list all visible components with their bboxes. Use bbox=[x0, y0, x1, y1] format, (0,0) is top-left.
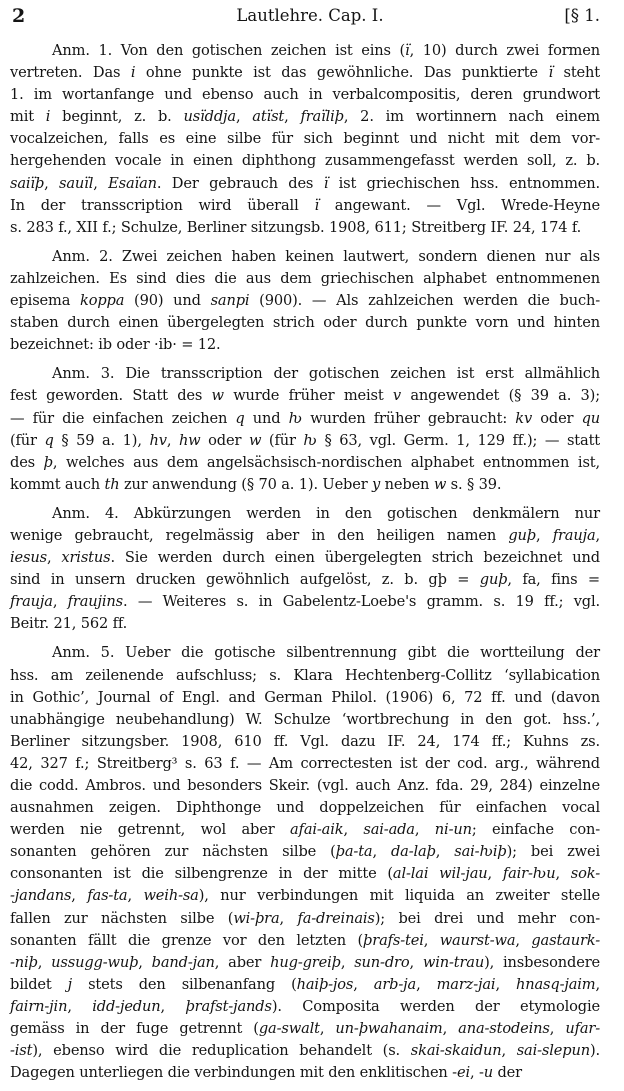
text-line bbox=[10, 819, 600, 841]
text-line bbox=[10, 547, 600, 569]
text-line bbox=[10, 908, 600, 930]
text-line bbox=[10, 334, 600, 356]
text-line bbox=[10, 996, 600, 1018]
text-run: , bbox=[138, 953, 152, 971]
text-line bbox=[10, 974, 600, 996]
italic-form: skai-skaidun bbox=[410, 1042, 502, 1060]
italic-form: ƕ bbox=[303, 431, 317, 449]
text-run: Anm. 1. Von den gotischen zeichen ist eins ( bbox=[52, 42, 406, 59]
text-line bbox=[10, 62, 600, 84]
text-run: ; einfache con- bbox=[471, 821, 600, 839]
text-run: s. § 39. bbox=[446, 475, 502, 493]
italic-form: sai-slepun bbox=[516, 1042, 590, 1060]
italic-form: da-laþ bbox=[390, 843, 436, 861]
text-run: wurden früher gebraucht: bbox=[302, 409, 516, 427]
text-line bbox=[10, 731, 600, 753]
text-run: Beitr. 21, 562 ff. bbox=[10, 615, 128, 633]
text-line bbox=[10, 385, 600, 407]
text-line bbox=[10, 885, 600, 907]
text-run: gemäss in der fuge getrennt ( bbox=[10, 1020, 259, 1038]
text-run: , aber bbox=[214, 953, 271, 971]
italic-form: sun-dro bbox=[354, 953, 410, 971]
italic-form: ana-stodeins bbox=[458, 1020, 550, 1038]
text-run: hss. am zeilenende aufschluss; s. Klara Hechtenberg-Collitz ‘syllabication bbox=[10, 666, 600, 684]
text-line bbox=[10, 150, 600, 172]
text-run: kommt auch bbox=[10, 475, 105, 493]
text-line bbox=[10, 312, 600, 334]
text-run: , bbox=[372, 843, 391, 861]
text-run: , bbox=[495, 975, 516, 993]
running-title: Lautlehre. Cap. I. bbox=[236, 6, 384, 25]
section-reference: [§ 1. bbox=[564, 6, 600, 25]
text-run: mit bbox=[10, 108, 46, 126]
text-line bbox=[10, 753, 600, 775]
text-run: angewendet (§ 39 a. 3); bbox=[401, 387, 600, 405]
text-run: , bbox=[93, 174, 109, 192]
italic-form: ï bbox=[314, 196, 319, 214]
text-line bbox=[10, 1018, 600, 1040]
text-run: ausnahmen zeigen. Diphthonge und doppelzeichen für einfachen vocal bbox=[10, 799, 600, 817]
italic-form: -jandans bbox=[10, 887, 72, 905]
text-run: hergehenden vocale in einen diphthong zusammengefasst werden soll, z. b. bbox=[10, 152, 600, 170]
italic-form: hug-greiþ bbox=[270, 953, 341, 971]
italic-form: w bbox=[433, 475, 447, 493]
text-run: , bbox=[160, 997, 186, 1015]
text-line bbox=[10, 430, 600, 452]
text-run: steht bbox=[552, 64, 600, 82]
italic-form: haiþ-jos bbox=[296, 975, 354, 993]
italic-form: ï bbox=[548, 64, 553, 82]
text-line bbox=[10, 1062, 600, 1084]
text-run: oder bbox=[532, 409, 582, 427]
italic-form: kv bbox=[515, 409, 533, 427]
text-run: , bbox=[442, 1020, 459, 1038]
text-line bbox=[10, 569, 600, 591]
text-line bbox=[10, 665, 600, 687]
text-line bbox=[10, 930, 600, 952]
text-run: ), nur verbindungen mit liquida an zweiter stelle bbox=[198, 887, 600, 905]
text-run: . — Weiteres s. in Gabelentz-Loebe's gramm. s. 19 ff.; vgl. bbox=[123, 593, 600, 611]
italic-form: guþ bbox=[508, 526, 536, 544]
italic-form: þrafst-jands bbox=[185, 997, 272, 1015]
text-run: , fa, fins = bbox=[507, 571, 600, 589]
italic-form: un-þwahanaim bbox=[335, 1020, 443, 1038]
text-run: , bbox=[555, 865, 571, 883]
italic-form: sok- bbox=[570, 865, 600, 883]
italic-form: -ist bbox=[10, 1042, 33, 1060]
text-line bbox=[10, 841, 600, 863]
text-run: neben bbox=[380, 475, 434, 493]
text-line bbox=[10, 525, 600, 547]
italic-form: þa-ta bbox=[335, 843, 373, 861]
text-run: 42, 327 f.; Streitberg³ s. 63 f. — Am correctesten ist der cod. arg., während bbox=[10, 754, 600, 772]
italic-form: ni-un bbox=[434, 821, 472, 839]
text-line bbox=[10, 591, 600, 613]
italic-form: ussugg-wuþ bbox=[51, 953, 139, 971]
italic-form: fa-dreinais bbox=[297, 909, 375, 927]
italic-form: ï bbox=[323, 174, 329, 192]
text-run: § 59 a. 1), bbox=[53, 431, 150, 449]
text-run: , bbox=[501, 1042, 517, 1060]
italic-form: w bbox=[248, 431, 262, 449]
text-line bbox=[10, 128, 600, 150]
text-run: , bbox=[166, 431, 179, 449]
text-run: consonanten ist die silbengrenze in der mitte ( bbox=[10, 865, 393, 883]
text-run: (für bbox=[261, 431, 304, 449]
text-run: 1. im wortanfange und ebenso auch in verbalcompositis, deren grundwort bbox=[10, 86, 600, 104]
text-run: wenige gebraucht, regelmässig aber in den heiligen namen bbox=[10, 526, 509, 544]
text-run: ). bbox=[589, 1042, 600, 1060]
italic-form: þ bbox=[43, 453, 53, 471]
text-line bbox=[10, 84, 600, 106]
text-line bbox=[10, 408, 600, 430]
text-run: zahlzeichen. Es sind dies die aus dem griechischen alphabet entnommenen bbox=[10, 269, 600, 287]
text-run: Anm. 4. Abkürzungen werden in den gotischen denkmälern nur bbox=[52, 504, 600, 522]
text-run: , bbox=[414, 821, 435, 839]
italic-form: koppa bbox=[80, 292, 125, 310]
italic-form: fas-ta bbox=[87, 887, 128, 905]
italic-form: gastaurk- bbox=[531, 931, 600, 949]
text-line bbox=[10, 363, 600, 385]
text-run: , bbox=[549, 1020, 566, 1038]
italic-form: waurst-wa bbox=[439, 931, 516, 949]
italic-form: wi-þra bbox=[233, 909, 280, 927]
italic-form: fairn-jin bbox=[10, 997, 68, 1015]
text-line bbox=[10, 246, 600, 268]
text-line bbox=[10, 613, 600, 635]
text-run: , 10) durch zwei formen bbox=[409, 42, 600, 59]
text-line bbox=[10, 1040, 600, 1062]
text-run: sonanten fällt die grenze vor den letzten ( bbox=[10, 931, 364, 949]
italic-form: idd-jedun bbox=[92, 997, 161, 1015]
text-line bbox=[10, 452, 600, 474]
italic-form: sai-ada bbox=[363, 821, 415, 839]
text-run: Dagegen unterliegen die verbindungen mit den enklitischen - bbox=[10, 1064, 457, 1082]
text-line bbox=[10, 952, 600, 974]
italic-form: hv bbox=[149, 431, 167, 449]
italic-form: sauïl bbox=[59, 174, 94, 192]
text-run: (900). — Als zahlzeichen werden die buch- bbox=[249, 292, 601, 310]
italic-form: ï bbox=[405, 42, 410, 59]
italic-form: ei bbox=[456, 1064, 470, 1082]
text-run: und bbox=[244, 409, 289, 427]
italic-form: j bbox=[67, 975, 73, 993]
text-run: ohne punkte ist das gewöhnliche. Das punktierte bbox=[135, 64, 549, 82]
text-run: oder bbox=[200, 431, 249, 449]
italic-form: weih-sa bbox=[143, 887, 199, 905]
text-line bbox=[10, 797, 600, 819]
text-run: ), insbesondere bbox=[484, 953, 601, 971]
text-run: , bbox=[319, 1020, 336, 1038]
text-run: fest geworden. Statt des bbox=[10, 387, 212, 405]
text-run: , bbox=[595, 526, 601, 544]
italic-form: u bbox=[483, 1064, 493, 1082]
text-run: , bbox=[343, 821, 364, 839]
text-run: stets den silbenanfang ( bbox=[72, 975, 297, 993]
text-run: ), ebenso wird die reduplication behandelt (s. bbox=[32, 1042, 411, 1060]
text-run: , bbox=[416, 975, 437, 993]
text-line bbox=[10, 268, 600, 290]
italic-form: y bbox=[372, 475, 381, 493]
text-run: Berliner sitzungsber. 1908, 610 ff. Vgl. dazu IF. 24, 174 ff.; Kuhns zs. bbox=[10, 732, 600, 750]
italic-form: sai-ƕiþ bbox=[454, 843, 507, 861]
italic-form: win-trau bbox=[422, 953, 485, 971]
text-line bbox=[10, 195, 600, 217]
annotation-paragraph bbox=[10, 363, 600, 496]
text-run: In der transscription wird überall bbox=[10, 196, 315, 214]
text-run: Anm. 2. Zwei zeichen haben keinen lautwert, sondern dienen nur als bbox=[52, 247, 600, 265]
text-line bbox=[10, 290, 600, 312]
text-run: , bbox=[67, 997, 93, 1015]
text-run: vertreten. Das bbox=[10, 64, 131, 82]
italic-form: guþ bbox=[479, 571, 508, 589]
italic-form: al-lai wil-jau bbox=[392, 865, 488, 883]
italic-form: -niþ bbox=[10, 953, 38, 971]
italic-form: hnasq-jaim bbox=[515, 975, 596, 993]
text-run: , bbox=[71, 887, 88, 905]
italic-form: saiïþ bbox=[10, 174, 45, 192]
text-line bbox=[10, 709, 600, 731]
text-run: angewant. — Vgl. Wrede-Heyne bbox=[318, 196, 600, 214]
text-run: , welches aus dem angelsächsisch-nordischen alphabet entnommen ist, bbox=[52, 453, 600, 471]
italic-form: th bbox=[104, 475, 120, 493]
text-run: Anm. 5. Ueber die gotische silbentrennung gibt die wortteilung der bbox=[52, 644, 600, 662]
text-run: unabhängige neubehandlung) W. Schulze ‘wortbrechung in den got. hss.’, bbox=[10, 710, 600, 728]
text-line bbox=[10, 503, 600, 525]
italic-form: v bbox=[392, 387, 401, 405]
text-line bbox=[10, 775, 600, 797]
italic-form: band-jan bbox=[151, 953, 215, 971]
italic-form: hw bbox=[178, 431, 201, 449]
text-run: episema bbox=[10, 292, 81, 310]
italic-form: usïddja bbox=[183, 108, 236, 126]
text-run: vocalzeichen, falls es eine silbe für sich beginnt und nicht mit dem vor- bbox=[10, 130, 600, 148]
text-run: , 2. im wortinnern nach einem bbox=[343, 108, 600, 126]
italic-form: Esaïan bbox=[108, 174, 157, 192]
italic-form: xristus bbox=[61, 549, 111, 567]
italic-form: þrafs-tei bbox=[363, 931, 424, 949]
italic-form: fair-ƕu bbox=[502, 865, 556, 883]
annotation-paragraph bbox=[10, 40, 600, 239]
italic-form: q bbox=[235, 409, 245, 427]
italic-form: afai-aik bbox=[290, 821, 344, 839]
text-run: — für die einfachen zeichen bbox=[10, 409, 236, 427]
text-run: , bbox=[52, 593, 68, 611]
text-run: wurde früher meist bbox=[223, 387, 393, 405]
italic-form: sanpi bbox=[210, 292, 250, 310]
text-run: , bbox=[353, 975, 374, 993]
text-run: zur anwendung (§ 70 a. 1). Ueber bbox=[119, 475, 373, 493]
text-run: , bbox=[279, 909, 298, 927]
text-run: der bbox=[493, 1064, 522, 1082]
italic-form: ufar- bbox=[565, 1020, 600, 1038]
italic-form: w bbox=[211, 387, 224, 405]
italic-form: qu bbox=[581, 409, 601, 427]
text-line bbox=[10, 40, 600, 62]
italic-form: q bbox=[44, 431, 54, 449]
text-run: , bbox=[595, 975, 600, 993]
italic-form: frauja bbox=[552, 526, 596, 544]
text-run: beginnt, z. b. bbox=[50, 108, 184, 126]
text-run: , bbox=[435, 843, 455, 861]
text-run: , bbox=[423, 931, 440, 949]
italic-form: i bbox=[130, 64, 136, 82]
text-run: , bbox=[46, 549, 62, 567]
text-run: . Der gebrauch des bbox=[156, 174, 324, 192]
italic-form: frauja bbox=[10, 593, 53, 611]
page-body bbox=[10, 40, 600, 1091]
text-line bbox=[10, 106, 600, 128]
text-run: , bbox=[127, 887, 144, 905]
text-run: in Gothic’, Journal of Engl. and German Philol. (1906) 6, 72 ff. und (davon bbox=[10, 688, 600, 706]
italic-form: ga-swalt bbox=[258, 1020, 320, 1038]
text-run: § 63, vgl. Germ. 1, 129 ff.); — statt bbox=[316, 431, 600, 449]
text-run: , bbox=[37, 953, 52, 971]
text-line bbox=[10, 642, 600, 664]
text-run: bildet bbox=[10, 975, 68, 993]
italic-form: marz-jai bbox=[436, 975, 496, 993]
text-run: s. 283 f., XII f.; Schulze, Berliner sitzungsb. 1908, 611; Streitberg IF. 24, 174 f. bbox=[10, 218, 582, 236]
text-run: sind in unsern drucken gewöhnlich aufgelöst, z. b. gþ = bbox=[10, 571, 480, 589]
text-line bbox=[10, 863, 600, 885]
annotation-paragraph bbox=[10, 246, 600, 356]
italic-form: i bbox=[45, 108, 51, 126]
text-run: sonanten gehören zur nächsten silbe ( bbox=[10, 843, 336, 861]
text-run: , bbox=[44, 174, 60, 192]
text-run: ist griechischen hss. entnommen. bbox=[328, 174, 600, 192]
italic-form: iesus bbox=[10, 549, 47, 567]
text-run: die codd. Ambros. und besonders Skeir. (vgl. auch Anz. fda. 29, 284) einzelne bbox=[10, 777, 600, 794]
text-run: , bbox=[340, 953, 355, 971]
text-run: , bbox=[535, 526, 553, 544]
italic-form: atïst bbox=[252, 108, 285, 126]
text-line bbox=[10, 687, 600, 709]
text-run: ); bei drei und mehr con- bbox=[374, 909, 600, 927]
text-run: fallen zur nächsten silbe ( bbox=[10, 909, 234, 927]
text-run: , bbox=[409, 953, 423, 971]
text-run: werden nie getrennt, wol aber bbox=[10, 821, 291, 839]
text-line bbox=[10, 474, 600, 496]
text-run: , bbox=[284, 108, 301, 126]
page-number: 2 bbox=[12, 5, 26, 27]
text-run: des bbox=[10, 453, 44, 471]
text-run: , bbox=[487, 865, 503, 883]
text-run: , bbox=[515, 931, 532, 949]
text-line bbox=[10, 217, 600, 239]
annotation-paragraph bbox=[10, 503, 600, 636]
text-run: bezeichnet: ib oder ·ib· = 12. bbox=[10, 336, 221, 354]
text-run: ); bei zwei bbox=[506, 843, 601, 861]
italic-form: fraujins bbox=[67, 593, 123, 611]
page-header bbox=[10, 4, 600, 28]
text-run: (für bbox=[10, 431, 45, 449]
italic-form: ƕ bbox=[288, 409, 303, 427]
italic-form: fraïliþ bbox=[300, 108, 344, 126]
text-run: . Sie werden durch einen übergelegten strich bezeichnet und bbox=[110, 549, 600, 567]
annotation-paragraph bbox=[10, 642, 600, 1084]
text-run: (90) und bbox=[124, 292, 211, 310]
text-run: , - bbox=[469, 1064, 484, 1082]
text-run: Anm. 3. Die transscription der gotischen zeichen ist erst allmählich bbox=[52, 365, 600, 383]
text-run: ). Composita werden der etymologie bbox=[271, 997, 600, 1015]
text-run: staben durch einen übergelegten strich oder durch punkte vorn und hinten bbox=[10, 314, 600, 332]
text-run: , bbox=[235, 108, 253, 126]
text-line bbox=[10, 173, 600, 195]
italic-form: arb-ja bbox=[373, 975, 417, 993]
